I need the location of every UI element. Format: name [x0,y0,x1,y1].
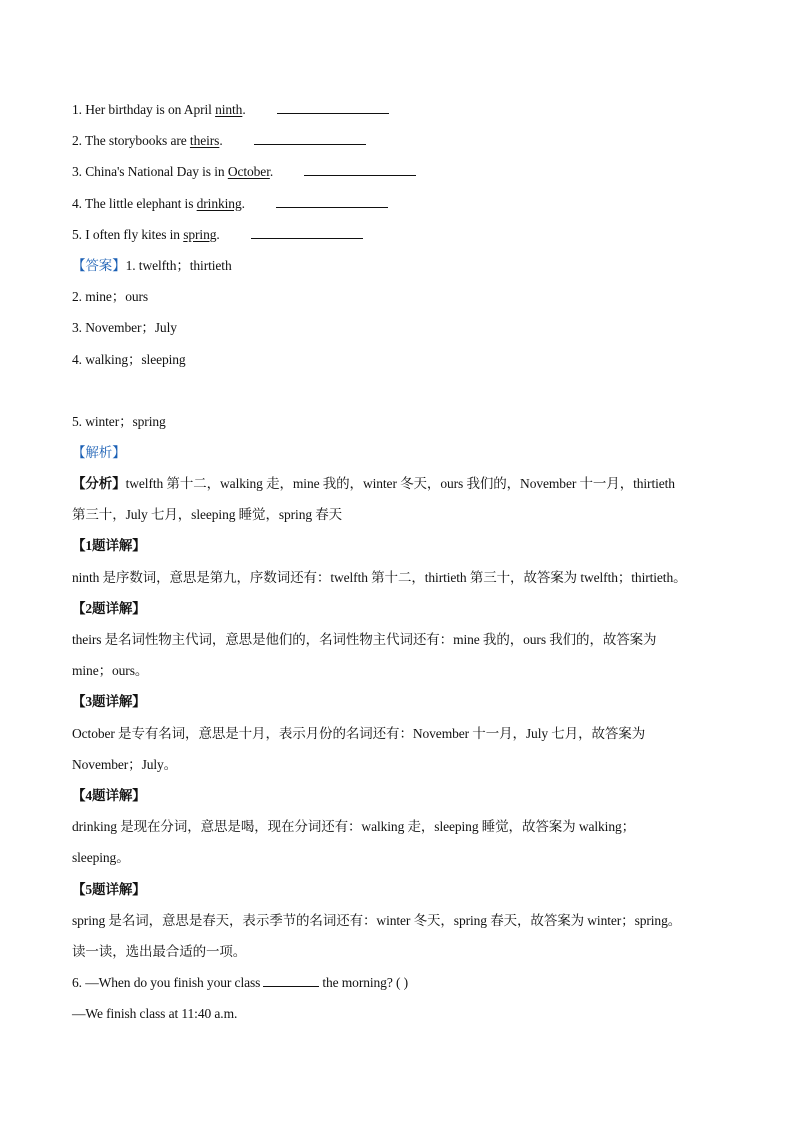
question-6 [72,967,732,998]
detail-2-heading [72,593,732,624]
analysis-label: 【解析】 [72,444,126,460]
detail-4-line-2 [72,842,732,873]
detail-label: 【3题详解】 [72,694,146,710]
answer-item: 4. walking；sleeping [72,351,186,367]
section-instruction [72,936,732,967]
answer-blank [254,130,366,145]
detail-label: 【5题详解】 [72,881,146,897]
answer-item: 2. mine；ours [72,289,149,305]
fenxi-line-2 [72,499,732,530]
detail-text: sleeping。 [72,850,130,866]
underlined-word: drinking [196,195,242,211]
detail-3-line-1 [72,718,732,749]
fenxi-text: twelfth 第十二，walking 走，mine 我的，winter 冬天，ours 我们的，November 十一月，thirtieth [125,476,675,492]
detail-5-line-1 [72,905,732,936]
question-6-response [72,998,732,1029]
detail-text: drinking 是现在分词，意思是喝，现在分词还有：walking 走，sleeping 睡觉，故答案为 walking； [72,819,636,835]
detail-4-line-1 [72,811,732,842]
underlined-word: October [227,164,270,180]
answer-blank [251,224,363,239]
answer-line-1 [72,250,732,281]
fenxi-text: 第三十，July 七月，sleeping 睡觉，spring 春天 [72,507,343,523]
fenxi-line-1 [72,468,732,499]
answer-blank [263,973,319,987]
question-punct: . [216,226,220,242]
underlined-word: ninth [215,102,243,117]
detail-text: October 是专有名词，意思是十月，表示月份的名词还有：November 十一月，July 七月，故答案为 [72,725,646,741]
detail-label: 【1题详解】 [72,538,146,554]
question-punct: . [269,164,274,180]
question-text: I often fly kites in [85,226,184,242]
question-text: China's National Day is in [85,164,228,180]
answer-blank [304,161,416,176]
spacer [72,375,732,406]
question-punct: . [241,195,245,211]
answer-line-3 [72,312,732,343]
underlined-word: theirs [189,133,220,149]
detail-text: November；July。 [72,756,178,772]
analysis-heading [72,437,732,468]
question-punct: . [242,102,246,117]
question-text: Her birthday is on April [85,102,216,117]
answer-blank [277,99,389,114]
document-page [72,94,732,1029]
question-text: the morning? ( ) [322,975,409,991]
fenxi-label: 【分析】 [72,476,126,492]
question-1 [72,94,732,125]
detail-label: 【4题详解】 [72,787,146,803]
question-4 [72,188,732,219]
detail-label: 【2题详解】 [72,600,146,616]
detail-5-heading [72,874,732,905]
question-text: The storybooks are [84,133,190,149]
question-punct: . [219,133,223,149]
detail-3-line-2 [72,749,732,780]
answer-blank [276,193,388,208]
detail-text: mine；ours。 [72,663,149,679]
question-number: 2. [72,133,82,149]
detail-2-line-1 [72,624,732,655]
detail-1-heading [72,530,732,561]
answer-item: 5. winter；spring [72,413,166,429]
question-number: 5. [72,226,82,242]
question-text: 6. —When do you finish your class [72,975,261,991]
answer-label: 【答案】 [72,257,126,273]
answer-item: 3. November；July [72,320,177,336]
detail-text: theirs 是名词性物主代词，意思是他们的，名词性物主代词还有：mine 我的，ours 我们的，故答案为 [72,632,657,647]
question-2 [72,125,732,156]
detail-text: ninth 是序数词，意思是第九，序数词还有：twelfth 第十二，thirtieth 第三十，故答案为 twelfth；thirtieth。 [72,569,687,585]
question-text: The little elephant is [84,195,197,211]
question-5 [72,219,732,250]
question-text: —We finish class at 11:40 a.m. [72,1006,238,1022]
answer-item: 1. twelfth；thirtieth [125,257,232,273]
question-number: 4. [72,195,82,211]
detail-2-line-2 [72,655,732,686]
detail-3-heading [72,686,732,717]
detail-text: spring 是名词，意思是春天，表示季节的名词还有：winter 冬天，spring 春天，故答案为 winter；spring。 [72,912,682,928]
question-3 [72,156,732,187]
answer-line-2 [72,281,732,312]
question-number: 3. [72,164,82,180]
answer-line-4 [72,344,732,375]
detail-4-heading [72,780,732,811]
question-number: 1. [72,102,82,117]
underlined-word: spring [183,226,217,242]
answer-line-5 [72,406,732,437]
instruction-text: 读一读，选出最合适的一项。 [72,943,247,959]
detail-1-line [72,562,732,593]
